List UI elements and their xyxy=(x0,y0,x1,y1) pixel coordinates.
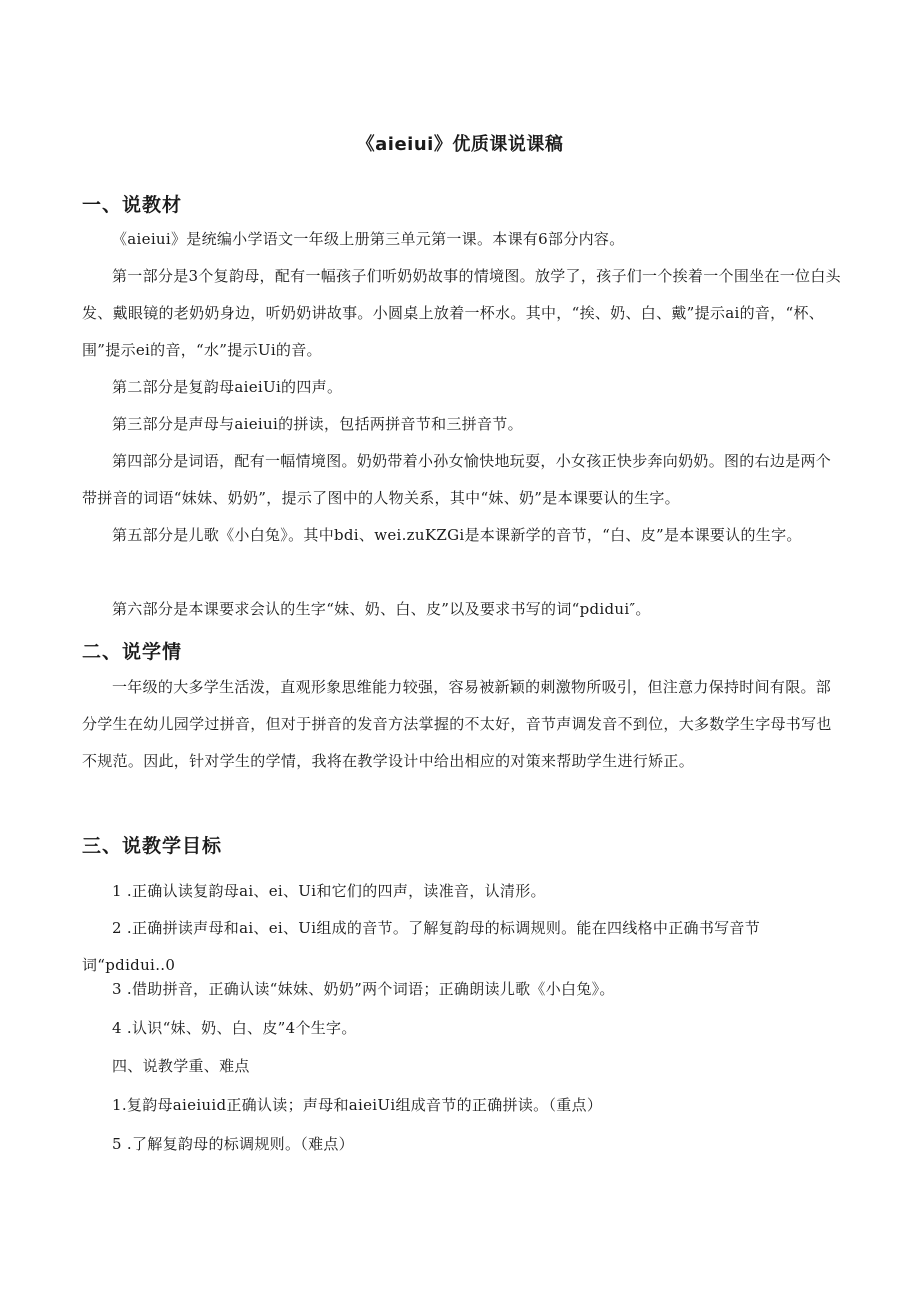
objective-item: 2 .正确拼读声母和ai、ei、Ui组成的音节。了解复韵母的标调规则。能在四线格中正确书写音节词“pdidui‥0 xyxy=(82,919,761,974)
paragraph: 一年级的大多学生活泼，直观形象思维能力较强，容易被新颖的刺激物所吸引，但注意力保持时间有限。部分学生在幼儿园学过拼音，但对于拼音的发音方法掌握的不太好，音节声调发音不到位，大多数学生字母书写也不规范。因此，针对学生的学情，我将在教学设计中给出相应的对策来帮助学生进行矫正。 xyxy=(82,678,832,770)
section-heading-objectives: 三、说教学目标 xyxy=(82,835,223,857)
objective-item: 4 .认识“妹、奶、白、皮”4个生字。 xyxy=(112,1019,357,1037)
keypoint-item: 1.复韵母aieiuid正确认读；声母和aieiUi组成音节的正确拼读。（重点） xyxy=(112,1096,603,1114)
section-heading-learners: 二、说学情 xyxy=(82,641,183,663)
objective-item: 3 .借助拼音，正确认读“妹妹、奶奶”两个词语；正确朗读儿歌《小白兔》。 xyxy=(112,980,615,998)
paragraph: 《aieiui》是统编小学语文一年级上册第三单元第一课。本课有6部分内容。 xyxy=(112,230,625,248)
paragraph: 第一部分是3个复韵母，配有一幅孩子们听奶奶故事的情境图。放学了，孩子们一个挨着一个围坐在一位白头发、戴眼镜的老奶奶身边，听奶奶讲故事。小圆桌上放着一杯水。其中，“挨、奶、白、戴”提示ai的音，“杯、围”提示ei的音，“水”提示Ui的音。 xyxy=(82,267,841,359)
paragraph: 第五部分是儿歌《小白兔》。其中bdi、wei.zuKZGi是本课新学的音节，“白、皮”是本课要认的生字。 xyxy=(112,526,802,544)
paragraph: 第四部分是词语，配有一幅情境图。奶奶带着小孙女愉快地玩耍，小女孩正快步奔向奶奶。图的右边是两个带拼音的词语“妹妹、奶奶”，提示了图中的人物关系，其中“妹、奶”是本课要认的生字。 xyxy=(82,452,832,507)
section-heading-textbook: 一、说教材 xyxy=(82,194,183,216)
paragraph: 第三部分是声母与aieiui的拼读，包括两拼音节和三拼音节。 xyxy=(112,415,523,433)
objective-item: 1 .正确认读复韵母ai、ei、Ui和它们的四声，读准音，认清形。 xyxy=(112,882,546,900)
paragraph: 第六部分是本课要求会认的生字“妹、奶、白、皮”以及要求书写的词“pdidui″。 xyxy=(112,600,651,618)
paragraph: 第二部分是复韵母aieiUi的四声。 xyxy=(112,378,343,396)
keypoint-item: 5 .了解复韵母的标调规则。（难点） xyxy=(112,1135,354,1153)
section-heading-keypoints: 四、说教学重、难点 xyxy=(112,1057,250,1075)
page-title: 《aieiui》优质课说课稿 xyxy=(356,134,564,155)
